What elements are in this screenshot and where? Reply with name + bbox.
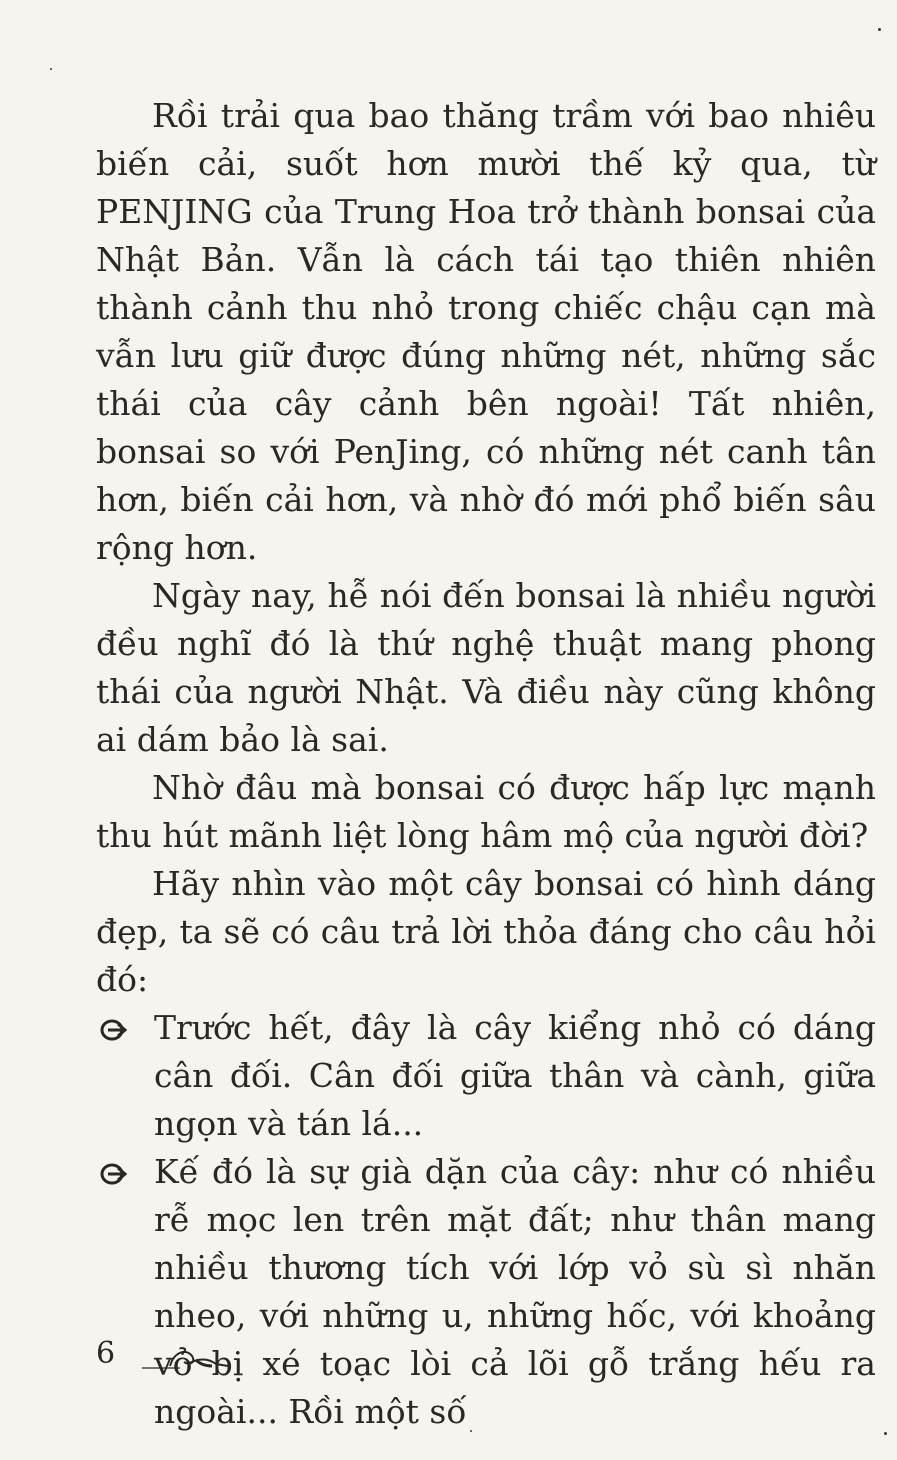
paragraph: Hãy nhìn vào một cây bonsai có hình dáng đẹp, ta sẽ có câu trả lời thỏa đáng cho câu hỏi đó: [96, 864, 876, 999]
page-number: 6 [96, 1336, 116, 1371]
paper-speck [878, 28, 881, 31]
paragraph: Nhờ đâu mà bonsai có được hấp lực mạnh thu hút mãnh liệt lòng hâm mộ của người đời? [96, 768, 876, 855]
bullet-text: Trước hết, đây là cây kiểng nhỏ có dáng cân đối. Cân đối giữa thân và cành, giữa ngọn và tán lá... [154, 1008, 876, 1143]
bullet-text: Kế đó là sự già dặn của cây: như có nhiều rễ mọc len trên mặt đất; như thân mang nhiều thương tích với lớp vỏ sù sì nhăn nheo, với những u, những hốc, với khoảng vỏ bị xé toạc lòi cả lõi gỗ trắng hếu ra ngoài... Rồi một số [154, 1152, 876, 1431]
decorative-swirl-icon [140, 1344, 232, 1374]
paper-speck [50, 68, 52, 70]
bullet-item [96, 1004, 876, 1148]
arrow-right-circle-icon [98, 1019, 140, 1041]
paper-speck [884, 1432, 887, 1435]
paper-speck [470, 1430, 472, 1432]
paragraph: Ngày nay, hễ nói đến bonsai là nhiều người đều nghĩ đó là thứ nghệ thuật mang phong thái của người Nhật. Và điều này cũng không ai dám bảo là sai. [96, 576, 876, 759]
bullet-item [96, 1148, 876, 1436]
arrow-right-circle-icon [98, 1163, 140, 1185]
body-text [96, 92, 876, 1436]
paragraph: Rồi trải qua bao thăng trầm với bao nhiêu biến cải, suốt hơn mười thế kỷ qua, từ PENJING của Trung Hoa trở thành bonsai của Nhật Bản. Vẫn là cách tái tạo thiên nhiên thành cảnh thu nhỏ trong chiếc chậu cạn mà vẫn lưu giữ được đúng những nét, những sắc thái của cây cảnh bên ngoài! Tất nhiên, bonsai so với PenJing, có những nét canh tân hơn, biến cải hơn, và nhờ đó mới phổ biến sâu rộng hơn. [96, 96, 876, 567]
